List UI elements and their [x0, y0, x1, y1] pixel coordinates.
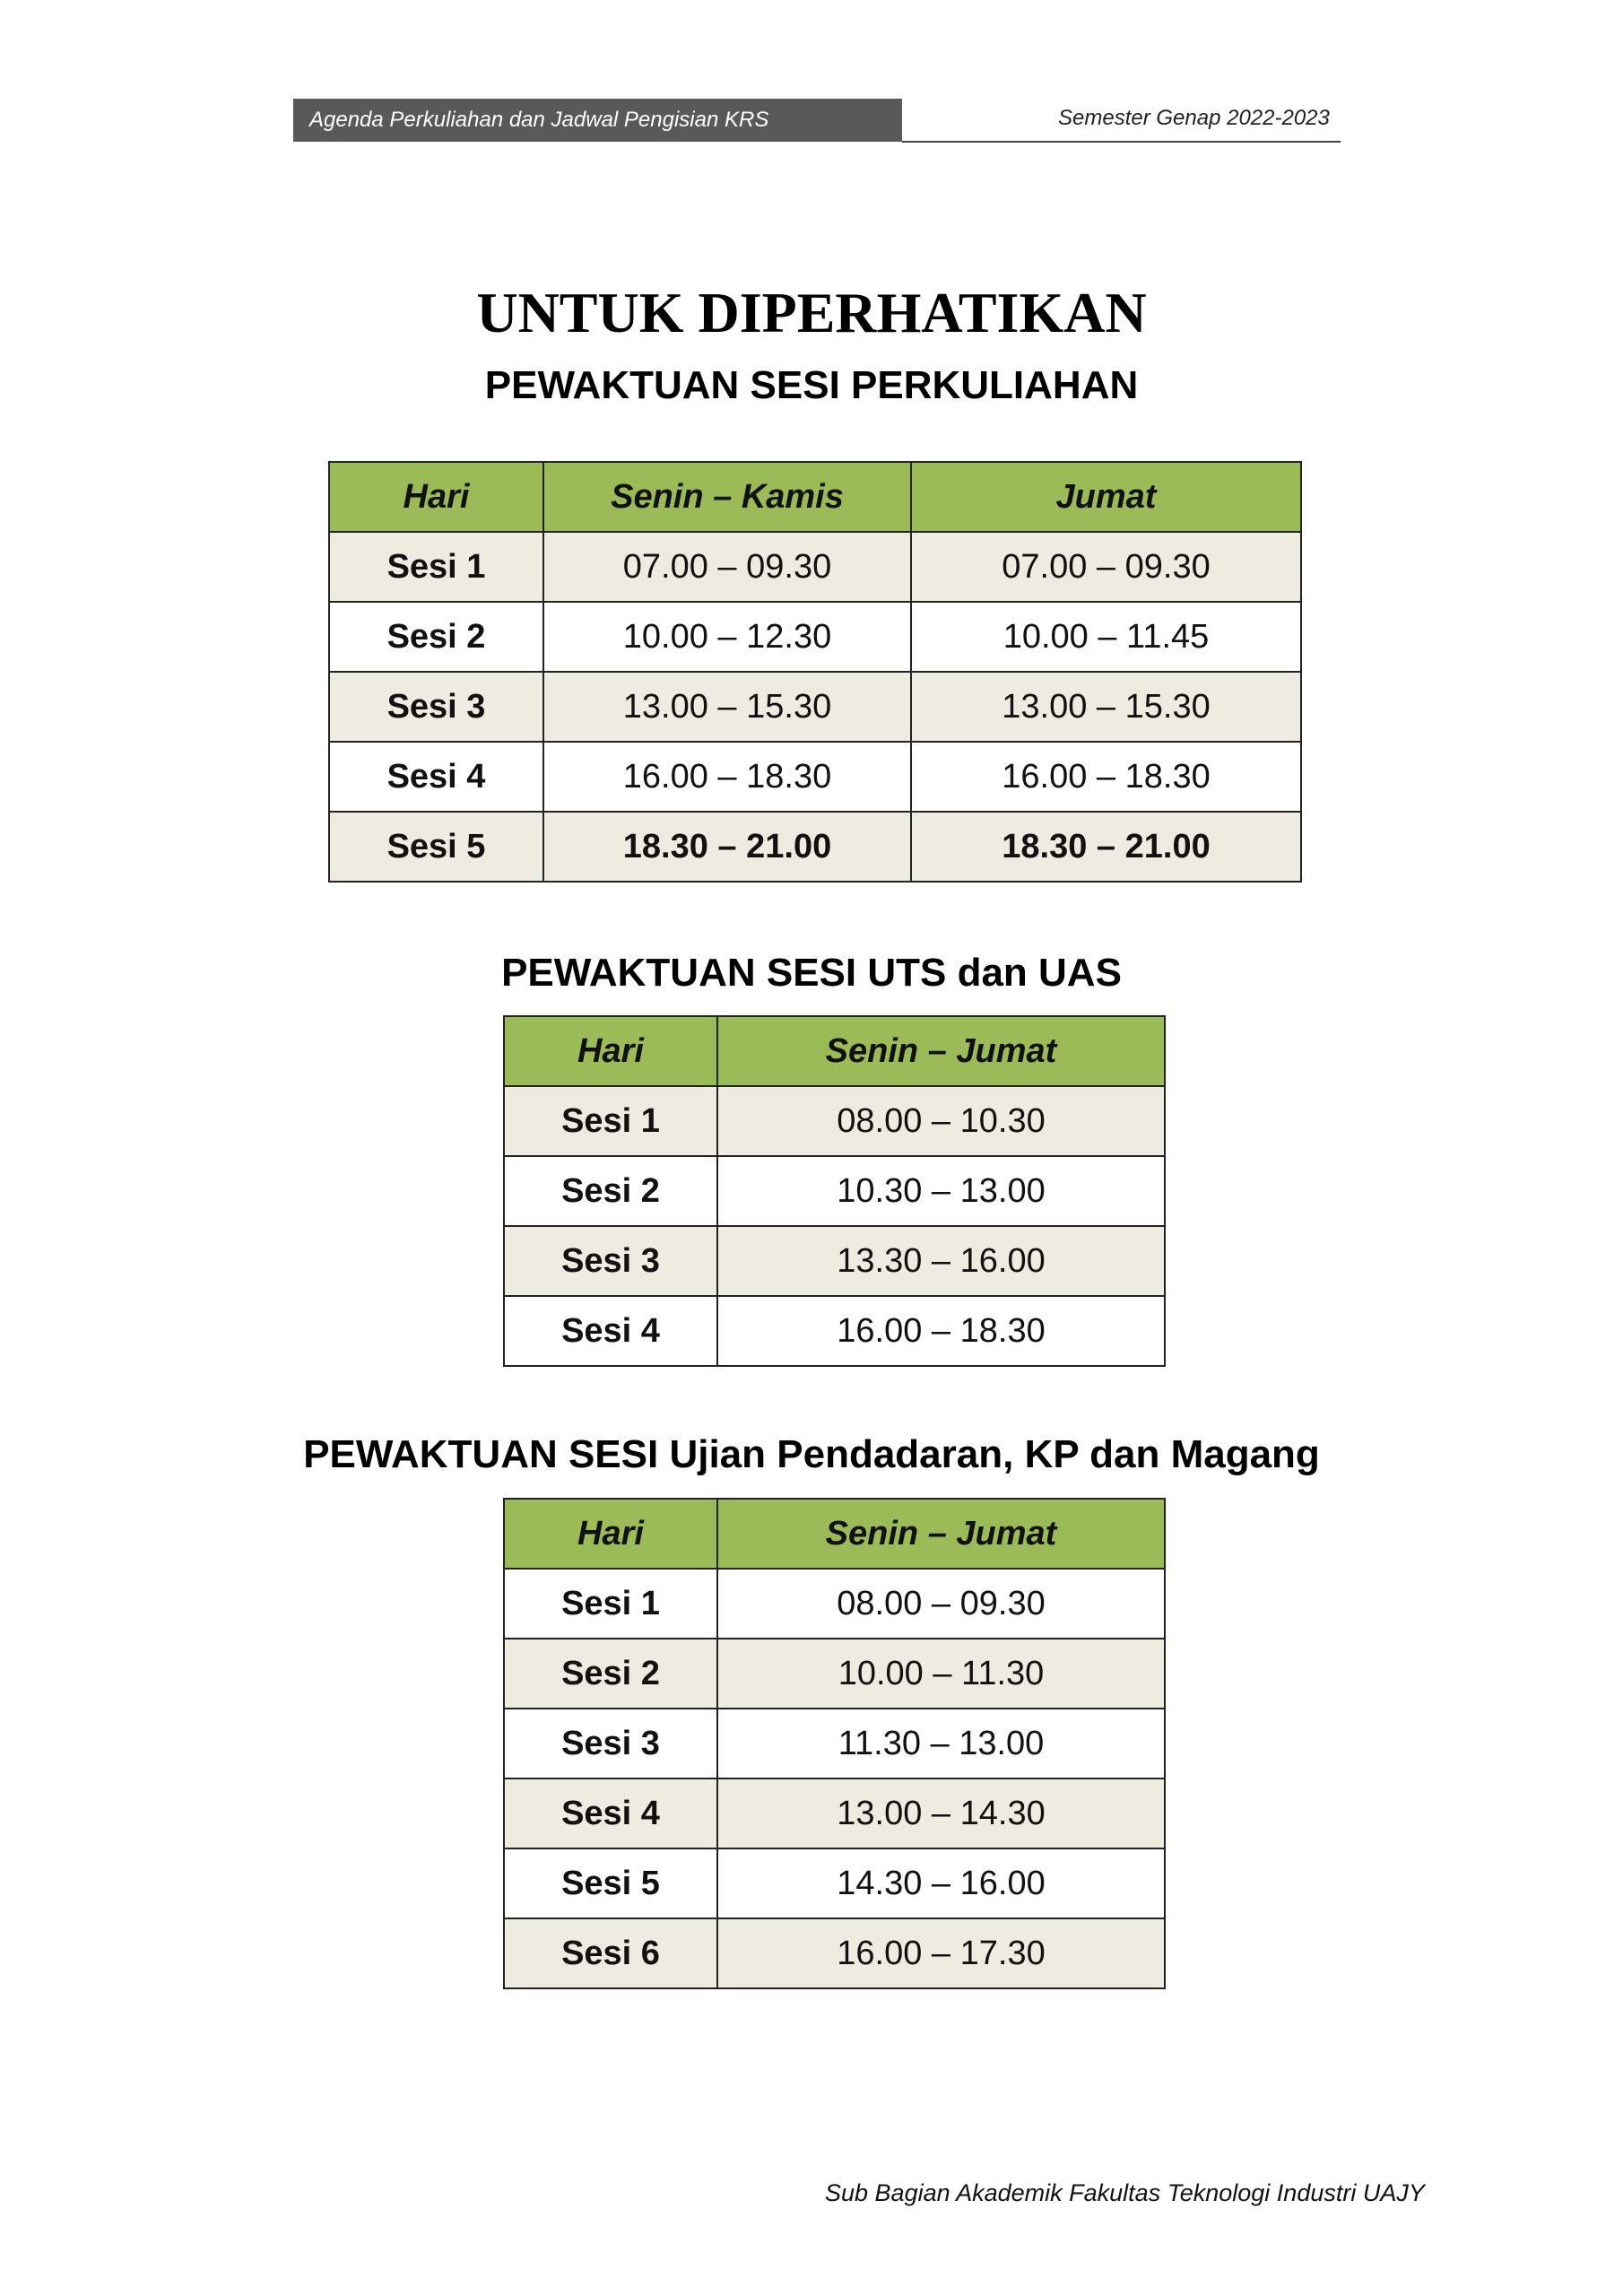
time-cell: 16.00 – 17.30	[717, 1918, 1165, 1988]
time-cell: 08.00 – 10.30	[717, 1086, 1165, 1156]
column-header: Senin – Kamis	[543, 462, 911, 532]
session-label: Sesi 3	[504, 1709, 717, 1779]
session-label: Sesi 2	[504, 1639, 717, 1709]
time-cell: 10.00 – 11.45	[911, 602, 1301, 672]
session-label: Sesi 1	[504, 1086, 717, 1156]
session-label: Sesi 5	[504, 1848, 717, 1918]
table-row	[504, 1918, 1165, 1988]
session-label: Sesi 4	[504, 1296, 717, 1366]
session-label: Sesi 2	[504, 1156, 717, 1226]
column-header: Senin – Jumat	[717, 1016, 1165, 1086]
session-label: Sesi 3	[329, 672, 543, 742]
page-title: UNTUK DIPERHATIKAN	[476, 281, 1147, 344]
session-label: Sesi 1	[504, 1569, 717, 1639]
session-label: Sesi 4	[329, 742, 543, 812]
footer-text: Sub Bagian Akademik Fakultas Teknologi Industri UAJY	[825, 2179, 1425, 2206]
time-cell: 18.30 – 21.00	[911, 812, 1301, 882]
table-header-row	[504, 1016, 1165, 1086]
session-label: Sesi 1	[329, 532, 543, 602]
table-row	[504, 1639, 1165, 1709]
table-row	[329, 742, 1301, 812]
time-cell: 16.00 – 18.30	[543, 742, 911, 812]
semester-label: Semester Genap 2022-2023	[1058, 106, 1330, 130]
table-row	[504, 1848, 1165, 1918]
time-cell: 13.00 – 15.30	[543, 672, 911, 742]
column-header: Jumat	[911, 462, 1301, 532]
table-row	[504, 1709, 1165, 1779]
time-cell: 07.00 – 09.30	[543, 532, 911, 602]
table-row	[329, 602, 1301, 672]
table-row	[504, 1779, 1165, 1848]
session-label: Sesi 2	[329, 602, 543, 672]
table-row	[504, 1296, 1165, 1366]
lecture-sessions-heading: PEWAKTUAN SESI PERKULIAHAN	[484, 363, 1139, 407]
table-header-row	[504, 1499, 1165, 1569]
time-cell: 16.00 – 18.30	[717, 1296, 1165, 1366]
time-cell: 11.30 – 13.00	[717, 1709, 1165, 1779]
exam-sessions-heading: PEWAKTUAN SESI UTS dan UAS	[501, 951, 1122, 995]
table-row	[504, 1226, 1165, 1296]
header-divider	[902, 141, 1341, 143]
column-header: Senin – Jumat	[717, 1499, 1165, 1569]
thesis-sessions-heading: PEWAKTUAN SESI Ujian Pendadaran, KP dan Magang	[303, 1432, 1320, 1476]
time-cell: 10.00 – 11.30	[717, 1639, 1165, 1709]
table-row	[504, 1569, 1165, 1639]
time-cell: 07.00 – 09.30	[911, 532, 1301, 602]
table-row	[329, 812, 1301, 882]
session-label: Sesi 4	[504, 1779, 717, 1848]
time-cell: 14.30 – 16.00	[717, 1848, 1165, 1918]
time-cell: 10.00 – 12.30	[543, 602, 911, 672]
column-header: Hari	[329, 462, 543, 532]
time-cell: 08.00 – 09.30	[717, 1569, 1165, 1639]
thesis-sessions-table	[503, 1498, 1166, 1989]
column-header: Hari	[504, 1499, 717, 1569]
table-row	[504, 1156, 1165, 1226]
exam-sessions-table	[503, 1015, 1166, 1367]
table-row	[329, 532, 1301, 602]
time-cell: 18.30 – 21.00	[543, 812, 911, 882]
session-label: Sesi 6	[504, 1918, 717, 1988]
time-cell: 13.00 – 15.30	[911, 672, 1301, 742]
header-banner: Agenda Perkuliahan dan Jadwal Pengisian KRS	[293, 99, 902, 142]
table-row	[329, 672, 1301, 742]
lecture-sessions-table	[328, 461, 1302, 883]
table-header-row	[329, 462, 1301, 532]
session-label: Sesi 5	[329, 812, 543, 882]
time-cell: 10.30 – 13.00	[717, 1156, 1165, 1226]
time-cell: 16.00 – 18.30	[911, 742, 1301, 812]
table-row	[504, 1086, 1165, 1156]
session-label: Sesi 3	[504, 1226, 717, 1296]
time-cell: 13.00 – 14.30	[717, 1779, 1165, 1848]
column-header: Hari	[504, 1016, 717, 1086]
time-cell: 13.30 – 16.00	[717, 1226, 1165, 1296]
